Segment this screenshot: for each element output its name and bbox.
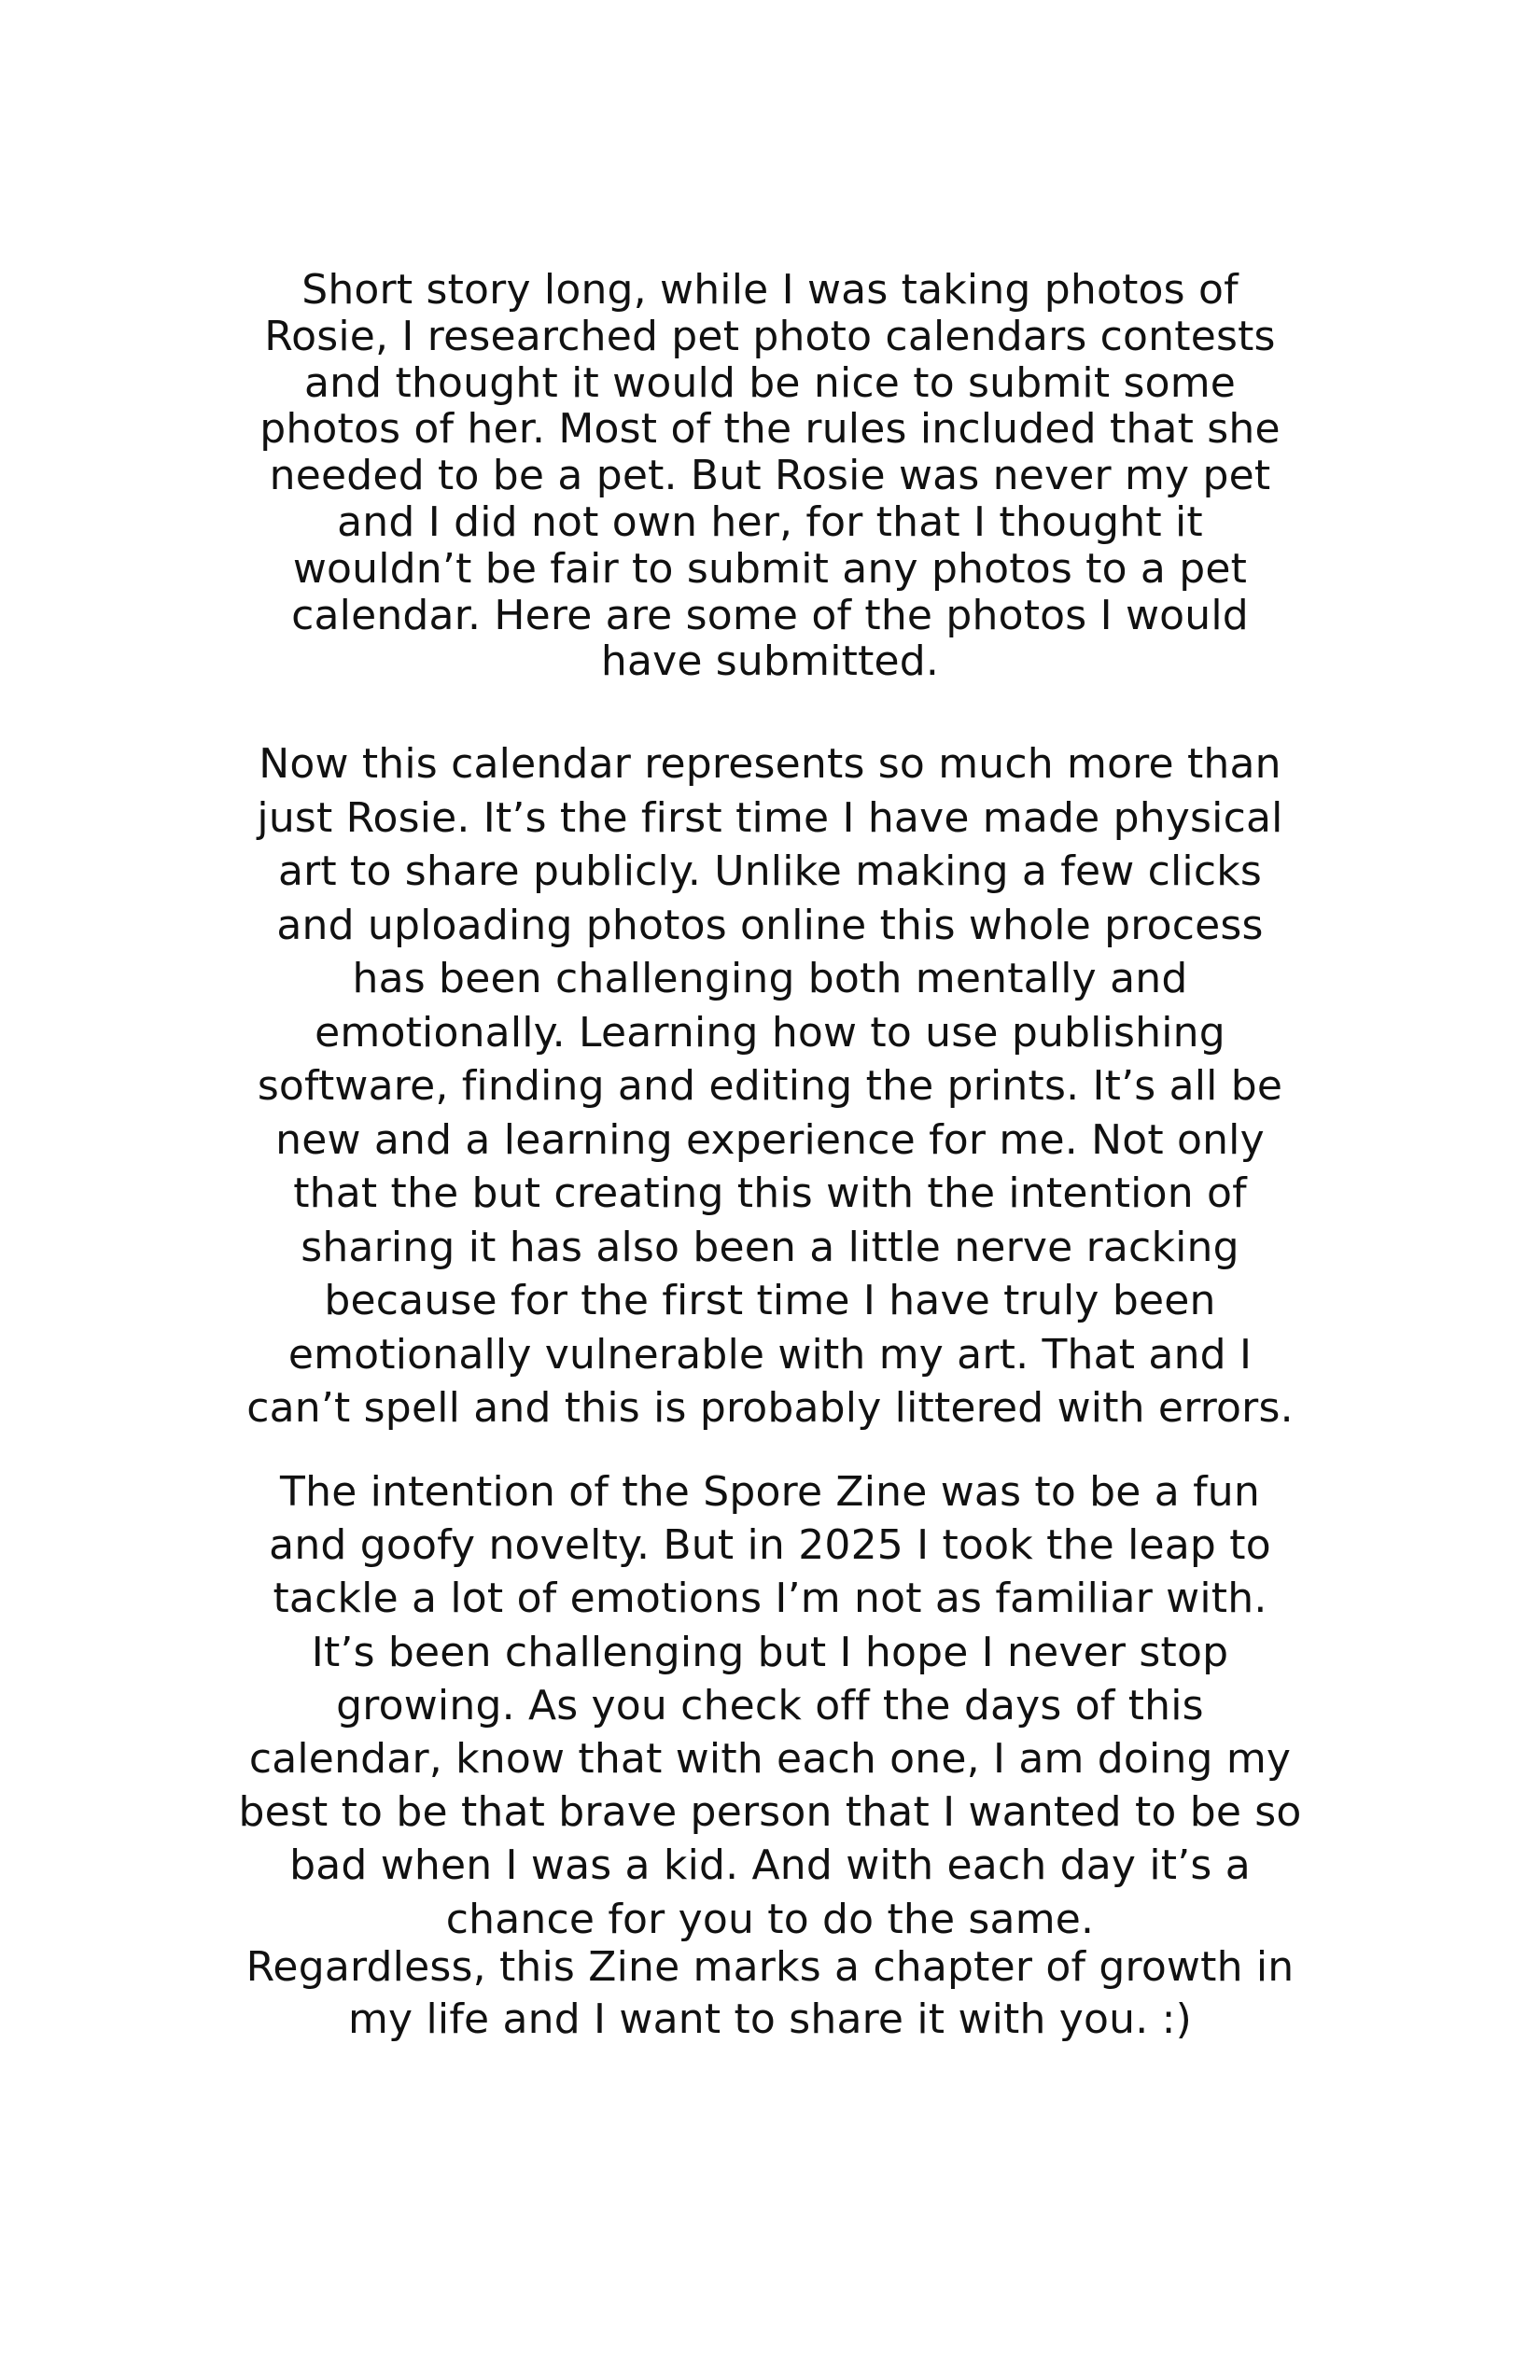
text-line: because for the first time I have truly been — [324, 1277, 1216, 1324]
text-line: emotionally vulnerable with my art. That and I — [287, 1330, 1253, 1379]
text-line: needed to be a pet. But Rosie was never my pet — [269, 452, 1271, 500]
text-line: art to share publicly. Unlike making a few clicks — [277, 847, 1263, 895]
text-line: and thought it would be nice to submit some — [303, 358, 1237, 407]
text-line: growing. As you check off the days of this — [336, 1681, 1204, 1729]
text-line: tackle a lot of emotions I’m not as familiar with. — [273, 1575, 1267, 1623]
paragraph-closing — [163, 1941, 1377, 2046]
text-line: sharing it has also been a little nerve racking — [301, 1223, 1239, 1271]
text-line: Rosie, I researched pet photo calendars contests — [264, 312, 1276, 360]
text-line: emotionally. Learning how to use publishing — [315, 1008, 1225, 1057]
text-line: calendar. Here are some of the photos I would — [291, 591, 1249, 639]
paragraph-spore-zine-intention — [163, 1465, 1377, 1946]
text-line: It’s been challenging but I hope I never stop — [311, 1628, 1229, 1676]
paragraph-rosie-story — [163, 267, 1377, 685]
text-line: my life and I want to share it with you. :) — [347, 1995, 1192, 2043]
text-line: and I did not own her, for that I thought it — [337, 497, 1203, 546]
text-line: new and a learning experience for me. Not only — [275, 1115, 1265, 1164]
text-line: photos of her. Most of the rules included that she — [259, 405, 1281, 454]
text-line: has been challenging both mentally and — [352, 955, 1188, 1002]
text-line: calendar, know that with each one, I am doing my — [248, 1735, 1292, 1784]
text-line: have submitted. — [600, 637, 940, 686]
text-line: wouldn’t be fair to submit any photos to a pet — [292, 544, 1248, 593]
text-line: can’t spell and this is probably littered with errors. — [246, 1384, 1294, 1432]
text-line: chance for you to do the same. — [445, 1895, 1095, 1943]
text-line: The intention of the Spore Zine was to be a fun — [280, 1468, 1260, 1516]
text-line: Short story long, while I was taking photos of — [301, 266, 1239, 314]
text-line: and uploading photos online this whole process — [276, 901, 1264, 949]
text-line: just Rosie. It’s the first time I have made physical — [257, 793, 1283, 842]
text-line: software, finding and editing the prints. It’s all be — [257, 1062, 1283, 1110]
text-line: Regardless, this Zine marks a chapter of growth in — [245, 1943, 1295, 1991]
text-line: and goofy novelty. But in 2025 I took the leap to — [269, 1521, 1271, 1570]
text-line: best to be that brave person that I wanted to be so — [238, 1788, 1302, 1837]
text-line: that the but creating this with the intention of — [293, 1169, 1247, 1217]
text-line: Now this calendar represents so much more than — [259, 740, 1281, 788]
paragraph-calendar-meaning — [163, 737, 1377, 1435]
text-line: bad when I was a kid. And with each day it’s a — [289, 1841, 1251, 1890]
